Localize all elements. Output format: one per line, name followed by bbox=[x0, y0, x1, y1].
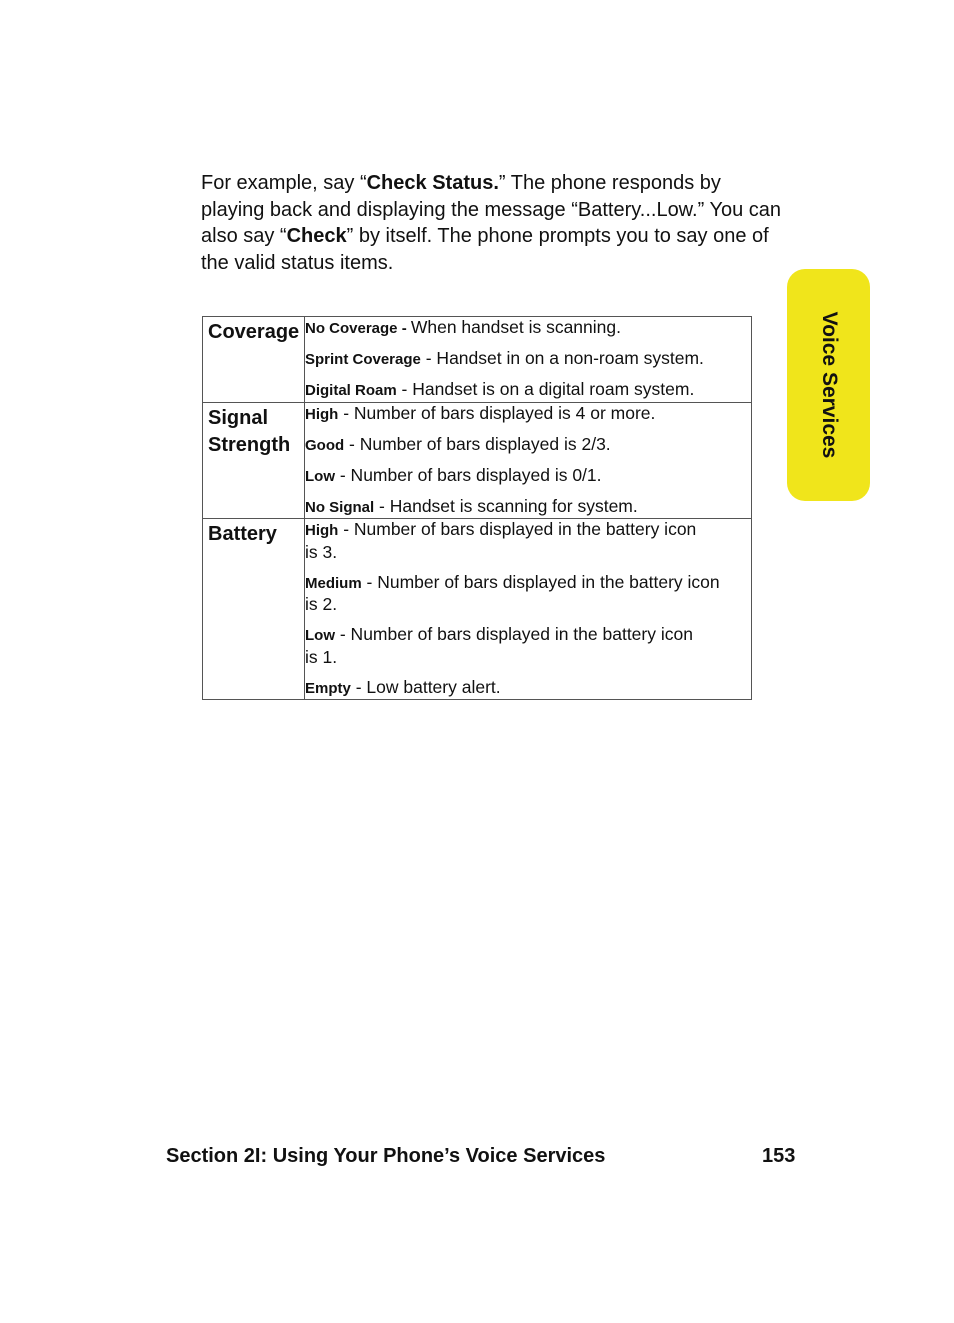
category-label-signal-strength bbox=[203, 403, 304, 459]
item-desc-cont: is 1. bbox=[305, 646, 338, 667]
list-item bbox=[305, 465, 751, 488]
table-row-coverage bbox=[203, 317, 752, 403]
intro-command-check-status: Check Status. bbox=[366, 172, 499, 194]
item-term: Empty bbox=[305, 679, 351, 697]
intro-command-check: Check bbox=[286, 225, 347, 248]
footer-section-title: Section 2I: Using Your Phone’s Voice Services bbox=[166, 1145, 606, 1167]
intro-paragraph bbox=[201, 170, 781, 277]
footer-page-number: 153 bbox=[762, 1145, 796, 1167]
list-item bbox=[305, 434, 751, 457]
list-item bbox=[305, 519, 751, 563]
item-desc: - Number of bars displayed in the battery icon bbox=[361, 571, 720, 592]
category-cell bbox=[203, 519, 305, 700]
item-term: No Signal bbox=[305, 498, 375, 516]
item-desc: - Handset is on a digital roam system. bbox=[396, 379, 695, 399]
item-term: No Coverage - bbox=[305, 320, 411, 337]
item-term: Low bbox=[305, 627, 335, 644]
list-item bbox=[305, 496, 751, 519]
item-desc-cont: is 3. bbox=[305, 541, 338, 562]
item-term: Low bbox=[305, 467, 335, 485]
item-desc: - Low battery alert. bbox=[350, 676, 501, 697]
item-desc: When handset is scanning. bbox=[410, 317, 621, 337]
item-term: Good bbox=[305, 436, 345, 454]
item-desc: - Number of bars displayed is 4 or more. bbox=[338, 402, 656, 423]
intro-text: ” by itself. The phone prompts you to say one of the valid status items. bbox=[201, 225, 769, 275]
table-row-battery bbox=[203, 519, 752, 700]
table-row-signal-strength bbox=[203, 402, 752, 519]
list-item bbox=[305, 572, 751, 616]
category-label-line: Strength bbox=[208, 433, 291, 456]
item-term: High bbox=[305, 522, 339, 539]
list-item bbox=[305, 624, 751, 668]
category-cell bbox=[203, 402, 305, 519]
items-cell bbox=[305, 317, 752, 403]
item-term: Sprint Coverage bbox=[305, 351, 421, 368]
item-term: High bbox=[305, 405, 339, 423]
list-item bbox=[305, 348, 751, 371]
item-desc: - Number of bars displayed in the battery icon bbox=[338, 519, 697, 539]
item-desc: - Number of bars displayed is 0/1. bbox=[335, 464, 602, 485]
item-desc-cont: is 2. bbox=[305, 594, 338, 614]
item-term: Digital Roam bbox=[305, 382, 397, 399]
items-cell bbox=[305, 519, 752, 700]
category-cell bbox=[203, 317, 305, 403]
item-term: Medium bbox=[305, 574, 362, 592]
list-item bbox=[305, 379, 751, 402]
item-desc: - Handset is scanning for system. bbox=[374, 495, 638, 516]
category-label-line: Signal bbox=[208, 406, 269, 429]
item-desc: - Handset in on a non-roam system. bbox=[420, 348, 704, 368]
section-side-tab bbox=[787, 269, 870, 501]
side-tab-label: Voice Services bbox=[817, 311, 841, 459]
list-item bbox=[305, 317, 751, 340]
item-desc: - Number of bars displayed is 2/3. bbox=[344, 433, 611, 454]
intro-text: ” The phone responds by playing back and displaying the message “Battery...Low.” You can also say “ bbox=[201, 172, 781, 248]
category-label-coverage: Coverage bbox=[208, 321, 300, 343]
list-item bbox=[305, 677, 751, 700]
intro-text: For example, say “ bbox=[201, 172, 367, 194]
status-items-table bbox=[202, 316, 752, 700]
category-label-battery: Battery bbox=[208, 523, 277, 545]
list-item bbox=[305, 403, 751, 426]
items-cell bbox=[305, 402, 752, 519]
item-desc: - Number of bars displayed in the battery icon bbox=[335, 624, 693, 644]
